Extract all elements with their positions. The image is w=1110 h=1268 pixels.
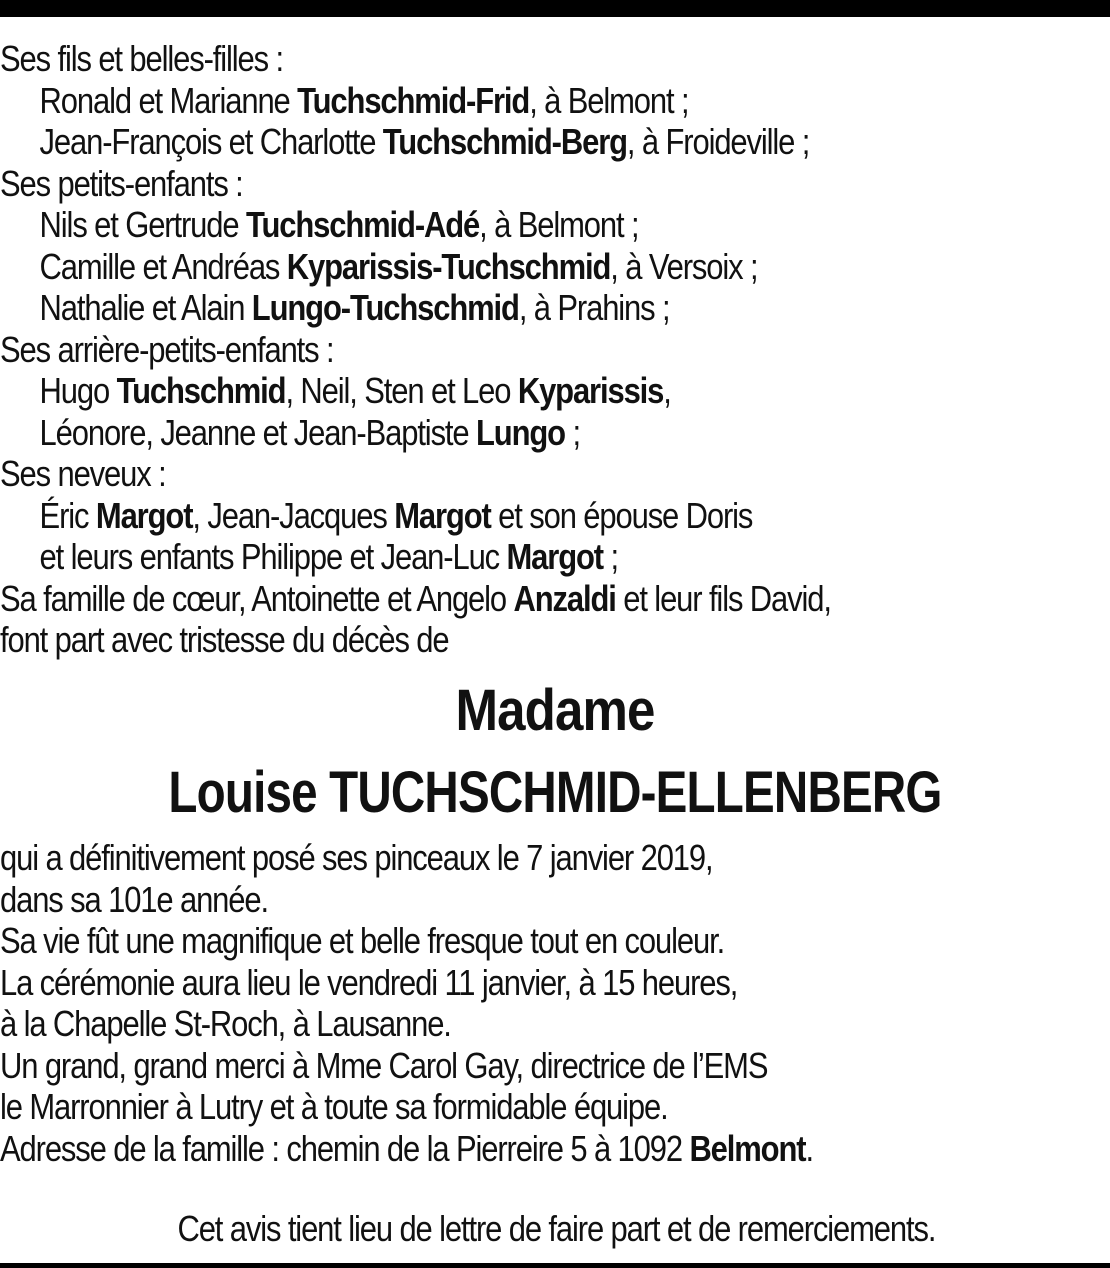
nephews-line: Éric Margot, Jean-Jacques Margot et son épouse Doris: [39, 494, 753, 536]
great-grandchildren-line: Hugo Tuchschmid, Neil, Sten et Leo Kyparissis,: [39, 370, 671, 411]
family-address: Adresse de la famille : chemin de la Pierreire 5 à 1092 Belmont.: [0, 1127, 813, 1169]
details-line: le Marronnier à Lutry et à toute sa formidable équipe.: [0, 1086, 668, 1127]
details-line: Sa vie fût une magnifique et belle fresque tout en couleur.: [0, 920, 725, 961]
details-line: qui a définitivement posé ses pinceaux le 7 janvier 2019,: [0, 837, 713, 878]
deceased-name: Louise TUCHSCHMID-ELLENBERG: [168, 760, 942, 825]
great-grandchildren-line: Léonore, Jeanne et Jean-Baptiste Lungo ;: [39, 411, 580, 453]
deceased-title: Madame: [455, 678, 655, 743]
nephews-line: et leurs enfants Philippe et Jean-Luc Margot ;: [39, 536, 618, 577]
details-block: [0, 837, 1110, 1169]
sons-heading: Ses fils et belles-filles :: [0, 38, 283, 79]
details-line: à la Chapelle St-Roch, à Lausanne.: [0, 1003, 451, 1044]
bottom-rule: [0, 1263, 1110, 1268]
family-list: [0, 38, 1110, 661]
details-line: Un grand, grand merci à Mme Carol Gay, directrice de l’EMS: [0, 1044, 768, 1086]
details-line: dans sa 101e année.: [0, 878, 268, 920]
nephews-heading: Ses neveux :: [0, 453, 166, 494]
grandchildren-line: Nils et Gertrude Tuchschmid-Adé, à Belmont ;: [39, 204, 639, 245]
sons-line: Jean-François et Charlotte Tuchschmid-Berg, à Froideville ;: [39, 121, 810, 162]
great-grandchildren-heading: Ses arrière-petits-enfants :: [0, 328, 334, 370]
grandchildren-heading: Ses petits-enfants :: [0, 162, 243, 204]
heart-family-line: Sa famille de cœur, Antoinette et Angelo Anzaldi et leur fils David,: [0, 577, 831, 619]
announcement-line: font part avec tristesse du décès de: [0, 619, 449, 660]
details-line: La cérémonie aura lieu le vendredi 11 janvier, à 15 heures,: [0, 961, 738, 1003]
closing-note: Cet avis tient lieu de lettre de faire part et de remerciements.: [177, 1208, 936, 1249]
sons-line: Ronald et Marianne Tuchschmid-Frid, à Belmont ;: [39, 79, 689, 121]
top-rule: [0, 0, 1110, 17]
grandchildren-line: Nathalie et Alain Lungo-Tuchschmid, à Prahins ;: [39, 287, 670, 328]
grandchildren-line: Camille et Andréas Kyparissis-Tuchschmid, à Versoix ;: [39, 245, 758, 287]
